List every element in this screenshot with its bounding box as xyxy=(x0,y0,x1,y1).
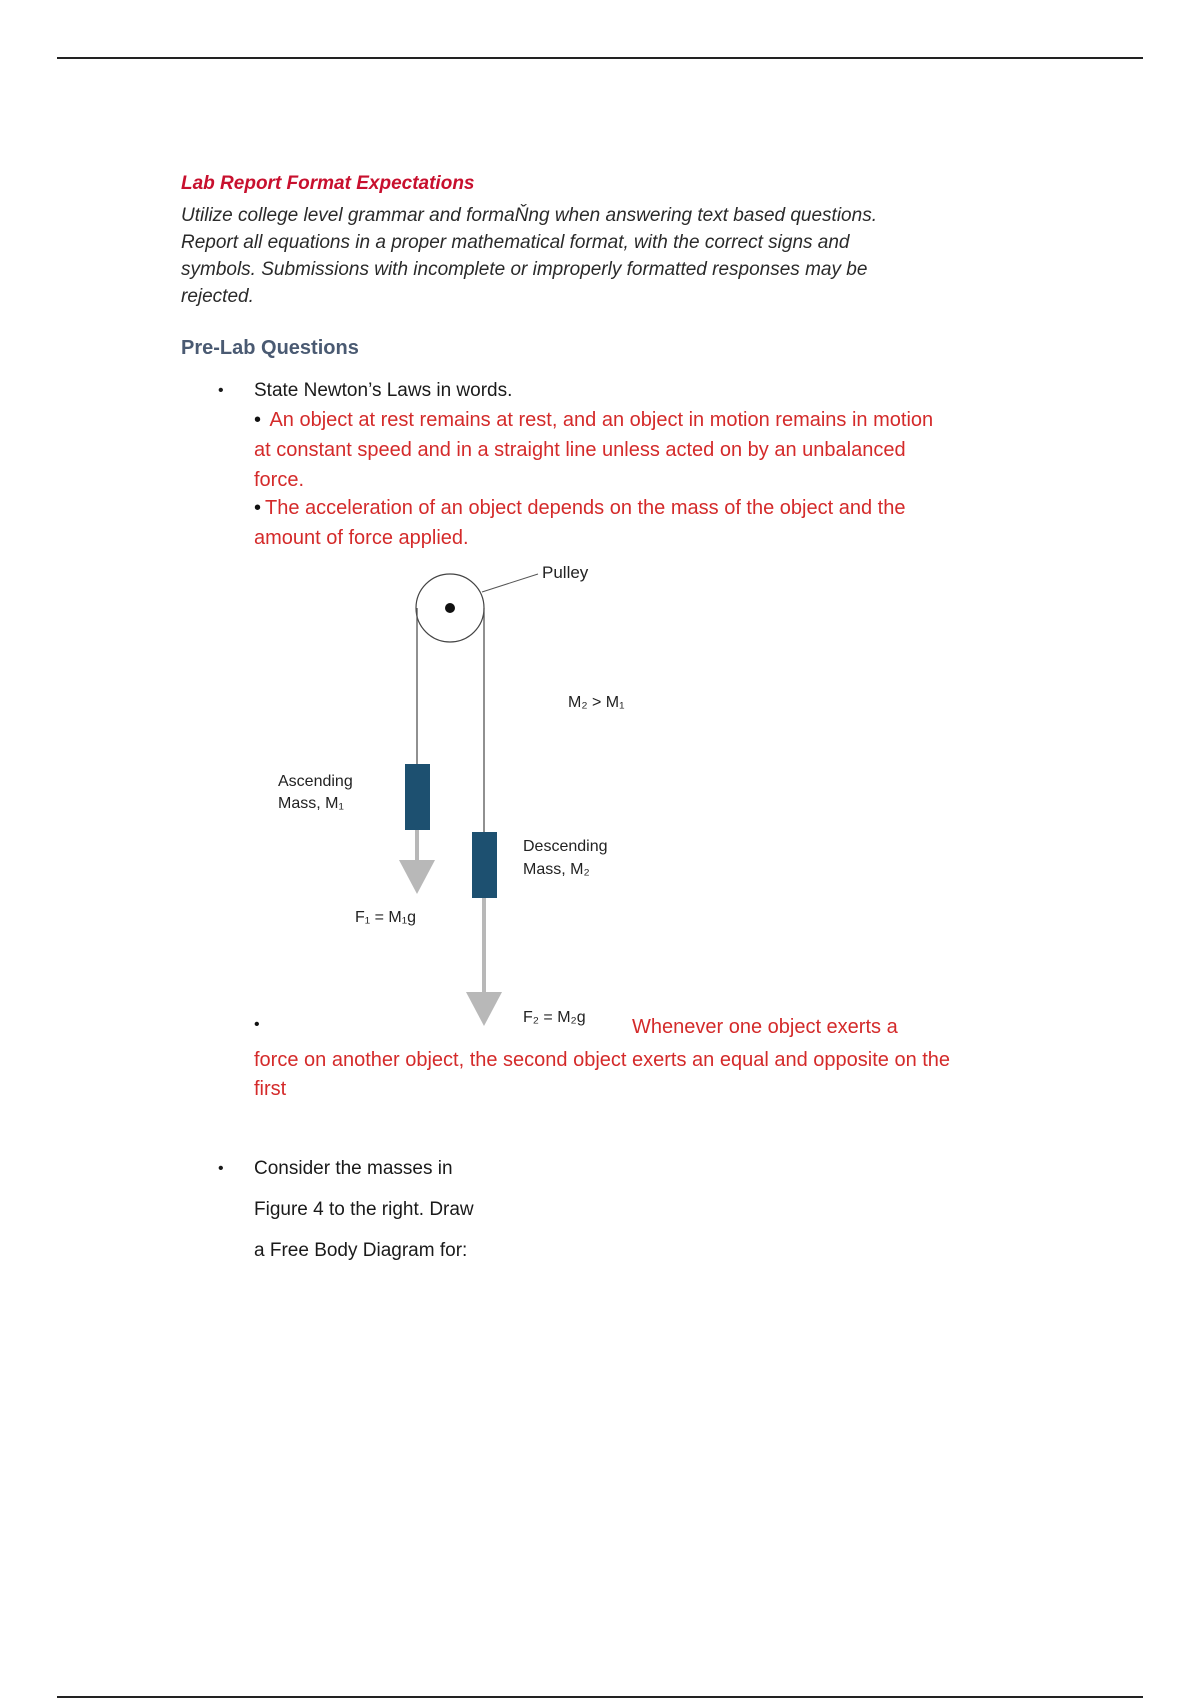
descending-mass-block xyxy=(472,832,497,898)
atwood-machine-diagram xyxy=(260,556,660,1036)
pulley-label: Pulley xyxy=(542,563,589,582)
question-1-text: State Newton’s Laws in words. xyxy=(254,380,513,401)
bullet-q2: • xyxy=(218,1160,224,1177)
ascending-label-line1: Ascending xyxy=(278,773,353,790)
answer-2 xyxy=(254,493,954,553)
section-title: Lab Report Format Expectations xyxy=(181,173,475,194)
pulley-leader-line xyxy=(482,574,538,592)
prelab-title: Pre-Lab Questions xyxy=(181,337,359,359)
descending-label-line1: Descending xyxy=(523,838,608,855)
ascending-arrow-head xyxy=(399,860,435,894)
answer-1-bullet: • xyxy=(254,409,262,431)
ascending-mass-block xyxy=(405,764,430,830)
bottom-rule xyxy=(57,1696,1143,1698)
descending-label-line2: Mass, M₂ xyxy=(523,861,590,878)
answer-2-bullet: • xyxy=(254,497,262,519)
top-rule xyxy=(57,57,1143,59)
answer-3-bullet: • xyxy=(254,1016,260,1033)
answer-1 xyxy=(254,405,954,495)
force-2-label: F₂ = M₂g xyxy=(523,1009,586,1026)
answer-3-rest: force on another object, the second object exerts an equal and opposite on the first xyxy=(254,1049,951,1100)
descending-arrow-head xyxy=(466,992,502,1026)
pulley-axle xyxy=(445,603,455,613)
question-2-line1: Consider the masses in xyxy=(254,1158,453,1179)
mass-relation-label: M₂ > M₁ xyxy=(568,694,625,711)
question-2-line3: a Free Body Diagram for: xyxy=(254,1240,468,1261)
question-2-line2: Figure 4 to the right. Draw xyxy=(254,1199,474,1220)
answer-3-first-line: Whenever one object exerts a xyxy=(632,1016,898,1038)
answer-2-text: The acceleration of an object depends on the mass of the object and the amount of force applied. xyxy=(254,497,906,549)
intro-paragraph: Utilize college level grammar and formaŇng when answering text based questions. Report all equations in a proper mathematical format, with the correct signs and symbols. Submissions with incomplete or improperly formatted responses may be rejected. xyxy=(181,205,877,307)
force-1-label: F₁ = M₁g xyxy=(355,909,417,926)
bullet-q1: • xyxy=(218,382,224,399)
ascending-label-line2: Mass, M₁ xyxy=(278,795,344,812)
answer-1-text: An object at rest remains at rest, and an object in motion remains in motion at constant speed and in a straight line unless acted on by an unbalanced force. xyxy=(254,409,934,491)
